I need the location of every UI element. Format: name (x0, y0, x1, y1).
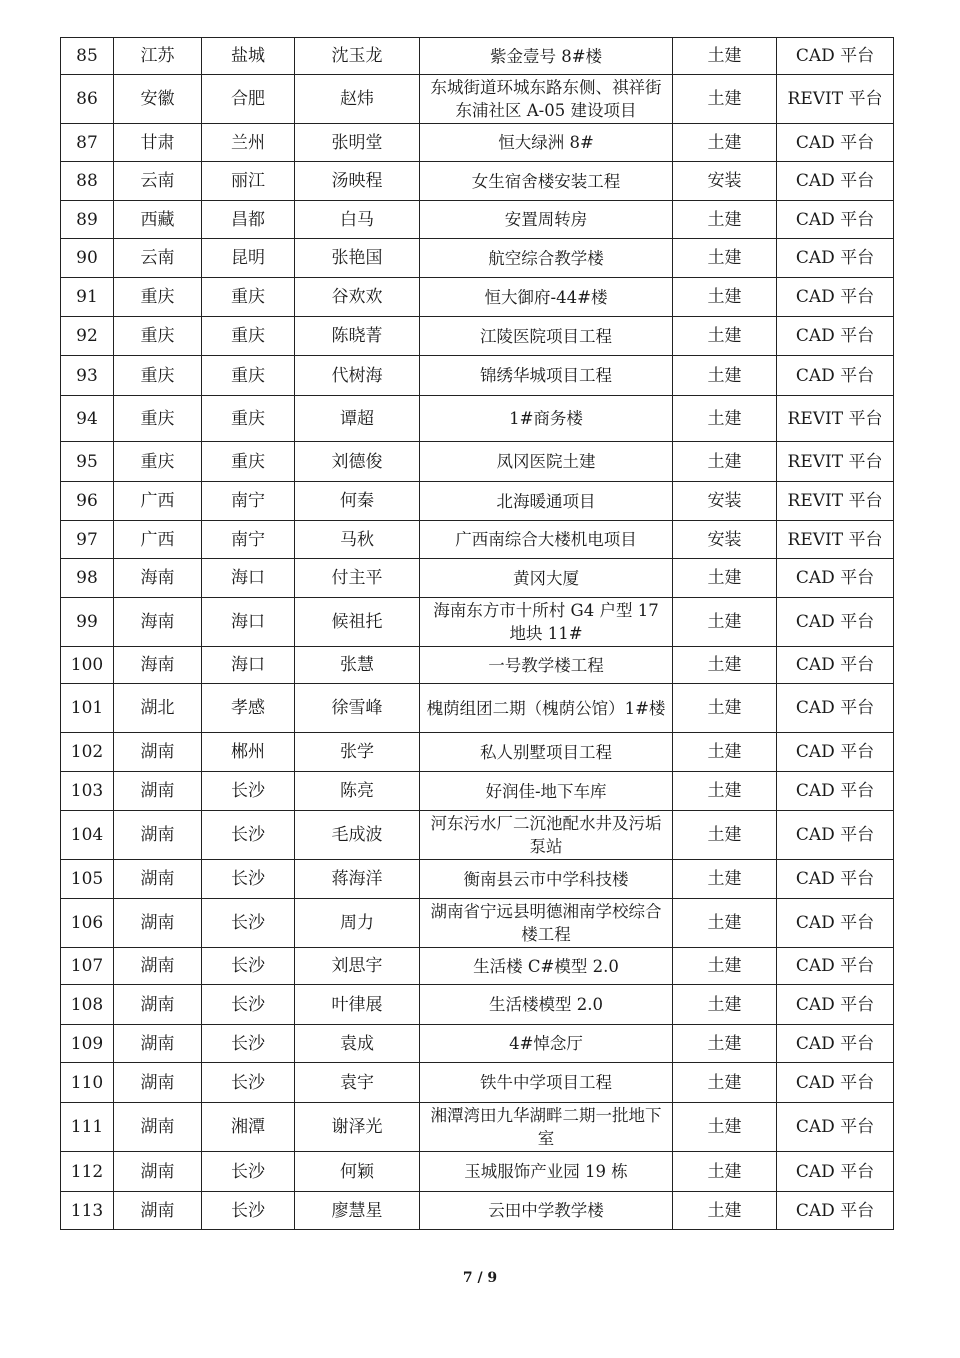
platform-cell: CAD 平台 (777, 860, 894, 899)
platform-cell: CAD 平台 (777, 162, 894, 201)
city-cell: 南宁 (202, 521, 295, 559)
city-cell: 郴州 (202, 733, 295, 772)
city-cell: 重庆 (202, 356, 295, 396)
platform-cell: CAD 平台 (777, 559, 894, 598)
province-cell: 湖南 (114, 1192, 202, 1230)
project-name-cell: 江陵医院项目工程 (420, 317, 673, 356)
city-cell: 重庆 (202, 278, 295, 317)
project-name-cell: 衡南县云市中学科技楼 (420, 860, 673, 899)
row-number-cell: 95 (61, 442, 114, 482)
province-cell: 重庆 (114, 396, 202, 442)
province-cell: 重庆 (114, 442, 202, 482)
row-number-cell: 94 (61, 396, 114, 442)
province-cell: 云南 (114, 239, 202, 278)
province-cell: 湖南 (114, 733, 202, 772)
discipline-cell: 土建 (673, 684, 777, 733)
person-name-cell: 候祖托 (295, 598, 420, 647)
city-cell: 长沙 (202, 811, 295, 860)
city-cell: 长沙 (202, 1063, 295, 1103)
province-cell: 湖南 (114, 1025, 202, 1063)
table-row (61, 811, 894, 860)
discipline-cell: 土建 (673, 948, 777, 985)
province-cell: 海南 (114, 598, 202, 647)
city-cell: 昆明 (202, 239, 295, 278)
city-cell: 重庆 (202, 396, 295, 442)
project-name-cell: 私人别墅项目工程 (420, 733, 673, 772)
person-name-cell: 赵炜 (295, 75, 420, 124)
discipline-cell: 安装 (673, 521, 777, 559)
discipline-cell: 土建 (673, 598, 777, 647)
discipline-cell: 安装 (673, 162, 777, 201)
project-name-cell: 河东污水厂二沉池配水井及污垢泵站 (420, 811, 673, 860)
row-number-cell: 108 (61, 985, 114, 1025)
project-name-cell: 生活楼 C#模型 2.0 (420, 948, 673, 985)
row-number-cell: 104 (61, 811, 114, 860)
city-cell: 合肥 (202, 75, 295, 124)
discipline-cell: 土建 (673, 124, 777, 162)
province-cell: 湖南 (114, 1103, 202, 1152)
table-row (61, 772, 894, 811)
person-name-cell: 毛成波 (295, 811, 420, 860)
project-name-cell: 东城街道环城东路东侧、祺祥街东浦社区 A-05 建设项目 (420, 75, 673, 124)
person-name-cell: 何颖 (295, 1152, 420, 1192)
row-number-cell: 105 (61, 860, 114, 899)
platform-cell: CAD 平台 (777, 811, 894, 860)
table-row (61, 521, 894, 559)
province-cell: 重庆 (114, 356, 202, 396)
row-number-cell: 85 (61, 38, 114, 75)
table-row (61, 1103, 894, 1152)
table-row (61, 733, 894, 772)
table-row (61, 239, 894, 278)
platform-cell: CAD 平台 (777, 1063, 894, 1103)
person-name-cell: 袁宇 (295, 1063, 420, 1103)
project-name-cell: 安置周转房 (420, 201, 673, 239)
platform-cell: CAD 平台 (777, 1103, 894, 1152)
city-cell: 海口 (202, 598, 295, 647)
province-cell: 湖南 (114, 948, 202, 985)
person-name-cell: 马秋 (295, 521, 420, 559)
table-row (61, 684, 894, 733)
results-table (60, 37, 894, 1230)
person-name-cell: 陈亮 (295, 772, 420, 811)
platform-cell: CAD 平台 (777, 598, 894, 647)
platform-cell: CAD 平台 (777, 1025, 894, 1063)
table-row (61, 985, 894, 1025)
platform-cell: CAD 平台 (777, 278, 894, 317)
platform-cell: CAD 平台 (777, 772, 894, 811)
platform-cell: CAD 平台 (777, 1152, 894, 1192)
person-name-cell: 谢泽光 (295, 1103, 420, 1152)
person-name-cell: 徐雪峰 (295, 684, 420, 733)
platform-cell: CAD 平台 (777, 317, 894, 356)
project-name-cell: 凤冈医院土建 (420, 442, 673, 482)
row-number-cell: 103 (61, 772, 114, 811)
project-name-cell: 4#悼念厅 (420, 1025, 673, 1063)
province-cell: 湖南 (114, 1063, 202, 1103)
person-name-cell: 廖慧星 (295, 1192, 420, 1230)
table-row (61, 278, 894, 317)
table-row (61, 75, 894, 124)
platform-cell: CAD 平台 (777, 899, 894, 948)
discipline-cell: 土建 (673, 278, 777, 317)
table-row (61, 396, 894, 442)
person-name-cell: 张学 (295, 733, 420, 772)
discipline-cell: 土建 (673, 1025, 777, 1063)
city-cell: 孝感 (202, 684, 295, 733)
province-cell: 湖南 (114, 1152, 202, 1192)
person-name-cell: 谷欢欢 (295, 278, 420, 317)
platform-cell: CAD 平台 (777, 684, 894, 733)
province-cell: 湖南 (114, 860, 202, 899)
project-name-cell: 玉城服饰产业园 19 栋 (420, 1152, 673, 1192)
page-number: 7 / 9 (462, 1270, 498, 1286)
city-cell: 长沙 (202, 1025, 295, 1063)
discipline-cell: 土建 (673, 442, 777, 482)
row-number-cell: 113 (61, 1192, 114, 1230)
table-row (61, 1025, 894, 1063)
platform-cell: CAD 平台 (777, 733, 894, 772)
city-cell: 海口 (202, 559, 295, 598)
province-cell: 海南 (114, 647, 202, 684)
platform-cell: CAD 平台 (777, 124, 894, 162)
table-row (61, 317, 894, 356)
project-name-cell: 海南东方市十所村 G4 户型 17 地块 11# (420, 598, 673, 647)
discipline-cell: 土建 (673, 1152, 777, 1192)
row-number-cell: 111 (61, 1103, 114, 1152)
platform-cell: REVIT 平台 (777, 75, 894, 124)
table-row (61, 162, 894, 201)
city-cell: 海口 (202, 647, 295, 684)
province-cell: 湖南 (114, 811, 202, 860)
city-cell: 湘潭 (202, 1103, 295, 1152)
project-name-cell: 湘潭湾田九华湖畔二期一批地下室 (420, 1103, 673, 1152)
row-number-cell: 87 (61, 124, 114, 162)
project-name-cell: 生活楼模型 2.0 (420, 985, 673, 1025)
row-number-cell: 93 (61, 356, 114, 396)
row-number-cell: 86 (61, 75, 114, 124)
discipline-cell: 土建 (673, 1063, 777, 1103)
discipline-cell: 土建 (673, 811, 777, 860)
person-name-cell: 张艳国 (295, 239, 420, 278)
province-cell: 湖南 (114, 899, 202, 948)
project-name-cell: 恒大御府-44#楼 (420, 278, 673, 317)
city-cell: 长沙 (202, 1192, 295, 1230)
table-row (61, 1063, 894, 1103)
table-row (61, 482, 894, 521)
city-cell: 长沙 (202, 985, 295, 1025)
platform-cell: CAD 平台 (777, 239, 894, 278)
province-cell: 江苏 (114, 38, 202, 75)
city-cell: 兰州 (202, 124, 295, 162)
project-name-cell: 湖南省宁远县明德湘南学校综合楼工程 (420, 899, 673, 948)
project-name-cell: 黄冈大厦 (420, 559, 673, 598)
project-name-cell: 铁牛中学项目工程 (420, 1063, 673, 1103)
province-cell: 湖南 (114, 772, 202, 811)
person-name-cell: 何秦 (295, 482, 420, 521)
person-name-cell: 刘德俊 (295, 442, 420, 482)
table-row (61, 860, 894, 899)
discipline-cell: 土建 (673, 396, 777, 442)
city-cell: 昌都 (202, 201, 295, 239)
table-row (61, 948, 894, 985)
row-number-cell: 88 (61, 162, 114, 201)
platform-cell: CAD 平台 (777, 1192, 894, 1230)
row-number-cell: 99 (61, 598, 114, 647)
row-number-cell: 110 (61, 1063, 114, 1103)
row-number-cell: 101 (61, 684, 114, 733)
row-number-cell: 112 (61, 1152, 114, 1192)
person-name-cell: 谭超 (295, 396, 420, 442)
table-row (61, 356, 894, 396)
discipline-cell: 土建 (673, 317, 777, 356)
discipline-cell: 土建 (673, 733, 777, 772)
city-cell: 丽江 (202, 162, 295, 201)
project-name-cell: 云田中学教学楼 (420, 1192, 673, 1230)
platform-cell: CAD 平台 (777, 985, 894, 1025)
row-number-cell: 109 (61, 1025, 114, 1063)
discipline-cell: 土建 (673, 75, 777, 124)
table-row (61, 598, 894, 647)
province-cell: 重庆 (114, 278, 202, 317)
table-row (61, 1192, 894, 1230)
province-cell: 甘肃 (114, 124, 202, 162)
row-number-cell: 100 (61, 647, 114, 684)
table-row (61, 38, 894, 75)
row-number-cell: 106 (61, 899, 114, 948)
city-cell: 重庆 (202, 442, 295, 482)
discipline-cell: 土建 (673, 356, 777, 396)
person-name-cell: 白马 (295, 201, 420, 239)
table-row (61, 201, 894, 239)
province-cell: 西藏 (114, 201, 202, 239)
discipline-cell: 土建 (673, 985, 777, 1025)
platform-cell: CAD 平台 (777, 201, 894, 239)
row-number-cell: 97 (61, 521, 114, 559)
project-name-cell: 一号教学楼工程 (420, 647, 673, 684)
row-number-cell: 91 (61, 278, 114, 317)
city-cell: 长沙 (202, 1152, 295, 1192)
platform-cell: REVIT 平台 (777, 442, 894, 482)
province-cell: 湖北 (114, 684, 202, 733)
row-number-cell: 89 (61, 201, 114, 239)
table-row (61, 1152, 894, 1192)
discipline-cell: 土建 (673, 899, 777, 948)
person-name-cell: 叶律展 (295, 985, 420, 1025)
table-body (61, 38, 894, 1230)
province-cell: 广西 (114, 482, 202, 521)
city-cell: 长沙 (202, 948, 295, 985)
platform-cell: REVIT 平台 (777, 482, 894, 521)
row-number-cell: 90 (61, 239, 114, 278)
discipline-cell: 土建 (673, 559, 777, 598)
province-cell: 广西 (114, 521, 202, 559)
person-name-cell: 陈晓菁 (295, 317, 420, 356)
city-cell: 盐城 (202, 38, 295, 75)
table-row (61, 124, 894, 162)
project-name-cell: 好润佳-地下车库 (420, 772, 673, 811)
province-cell: 云南 (114, 162, 202, 201)
person-name-cell: 张慧 (295, 647, 420, 684)
discipline-cell: 土建 (673, 1103, 777, 1152)
discipline-cell: 土建 (673, 201, 777, 239)
city-cell: 长沙 (202, 899, 295, 948)
project-name-cell: 恒大绿洲 8# (420, 124, 673, 162)
project-name-cell: 航空综合教学楼 (420, 239, 673, 278)
person-name-cell: 付主平 (295, 559, 420, 598)
platform-cell: CAD 平台 (777, 647, 894, 684)
project-name-cell: 女生宿舍楼安装工程 (420, 162, 673, 201)
platform-cell: CAD 平台 (777, 948, 894, 985)
project-name-cell: 1#商务楼 (420, 396, 673, 442)
platform-cell: REVIT 平台 (777, 396, 894, 442)
project-name-cell: 槐荫组团二期（槐荫公馆）1#楼 (420, 684, 673, 733)
project-name-cell: 广西南综合大楼机电项目 (420, 521, 673, 559)
table-row (61, 559, 894, 598)
province-cell: 重庆 (114, 317, 202, 356)
person-name-cell: 刘思宇 (295, 948, 420, 985)
discipline-cell: 土建 (673, 1192, 777, 1230)
person-name-cell: 张明堂 (295, 124, 420, 162)
person-name-cell: 代树海 (295, 356, 420, 396)
city-cell: 长沙 (202, 860, 295, 899)
province-cell: 湖南 (114, 985, 202, 1025)
platform-cell: CAD 平台 (777, 356, 894, 396)
project-name-cell: 紫金壹号 8#楼 (420, 38, 673, 75)
project-name-cell: 北海暖通项目 (420, 482, 673, 521)
person-name-cell: 沈玉龙 (295, 38, 420, 75)
discipline-cell: 土建 (673, 772, 777, 811)
row-number-cell: 96 (61, 482, 114, 521)
project-name-cell: 锦绣华城项目工程 (420, 356, 673, 396)
row-number-cell: 92 (61, 317, 114, 356)
city-cell: 重庆 (202, 317, 295, 356)
province-cell: 安徽 (114, 75, 202, 124)
row-number-cell: 98 (61, 559, 114, 598)
discipline-cell: 土建 (673, 239, 777, 278)
table-row (61, 647, 894, 684)
platform-cell: CAD 平台 (777, 38, 894, 75)
table-row (61, 442, 894, 482)
row-number-cell: 107 (61, 948, 114, 985)
discipline-cell: 安装 (673, 482, 777, 521)
discipline-cell: 土建 (673, 38, 777, 75)
platform-cell: REVIT 平台 (777, 521, 894, 559)
person-name-cell: 蒋海洋 (295, 860, 420, 899)
city-cell: 长沙 (202, 772, 295, 811)
person-name-cell: 袁成 (295, 1025, 420, 1063)
discipline-cell: 土建 (673, 647, 777, 684)
table-row (61, 899, 894, 948)
discipline-cell: 土建 (673, 860, 777, 899)
city-cell: 南宁 (202, 482, 295, 521)
person-name-cell: 汤映程 (295, 162, 420, 201)
row-number-cell: 102 (61, 733, 114, 772)
province-cell: 海南 (114, 559, 202, 598)
person-name-cell: 周力 (295, 899, 420, 948)
